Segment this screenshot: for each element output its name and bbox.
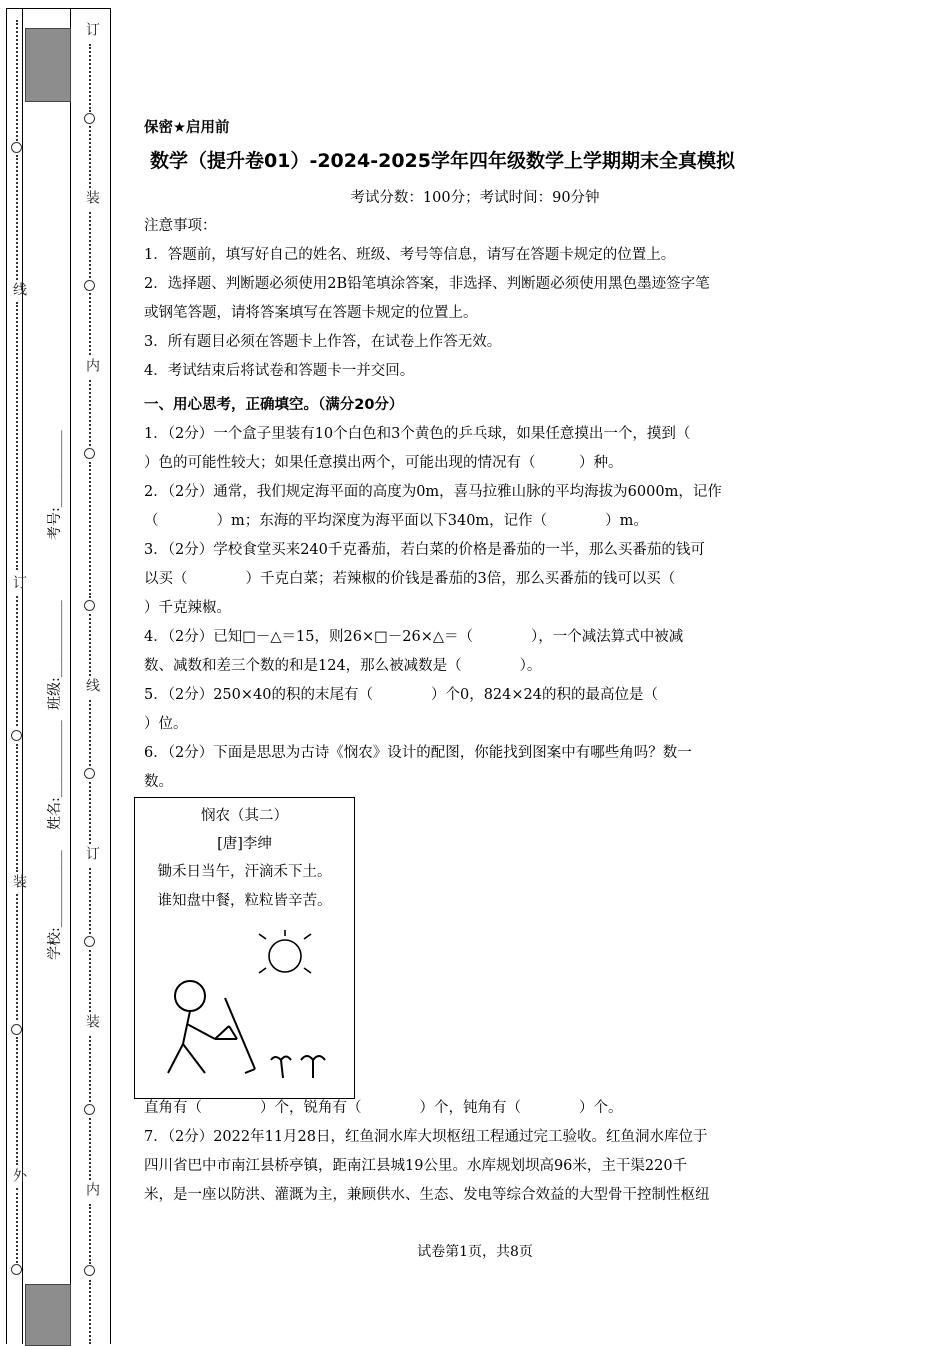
question-line: 1．（2分）一个盒子里装有10个白色和3个黄色的乒乓球，如果任意摸出一个，摸到（	[144, 426, 691, 442]
circle-mark	[84, 768, 95, 779]
section-1-continued	[144, 1094, 809, 1210]
note-item: 2．选择题、判断题必须使用2B铅笔填涂答案，非选择、判断题必须使用黑色墨迹签字笔	[144, 276, 710, 292]
margin-mark-outer: 线	[11, 282, 27, 296]
secret-label: 保密★启用前	[144, 120, 230, 136]
margin-mark-inner: 线	[84, 678, 100, 692]
question-line: 直角有（ ）个，锐角有（ ）个，钝角有（ ）个。	[144, 1100, 623, 1116]
question-line: ）色的可能性较大；如果任意摸出两个，可能出现的情况有（ ）种。	[144, 455, 623, 471]
question-line: 数、减数和差三个数的和是124，那么被减数是（ ）。	[144, 658, 542, 674]
question-line: 5．（2分）250×40的积的末尾有（ ）个0，824×24的积的最高位是（	[144, 687, 658, 703]
field-line[interactable]: ___________	[47, 430, 63, 508]
margin-mark-outer: 装	[11, 874, 27, 888]
dotted-line	[89, 44, 91, 112]
dotted-line	[89, 380, 91, 446]
question-line: 4．（2分）已知□－△＝15，则26×□－26×△＝（ ），一个减法算式中被减	[144, 629, 684, 645]
question-line: （ ）m；东海的平均深度为海平面以下340m，记作（ ）m。	[144, 513, 648, 529]
margin-mark-inner: 装	[84, 1014, 100, 1028]
dotted-line	[89, 293, 91, 355]
dotted-line	[16, 155, 18, 280]
margin-mark-inner: 装	[84, 190, 100, 204]
dotted-line	[16, 894, 18, 1020]
question-line: 2．（2分）通常，我们规定海平面的高度为0m，喜马拉雅山脉的平均海拔为6000m，记作	[144, 484, 722, 500]
margin-mark-inner: 内	[84, 1182, 100, 1196]
margin-top-border	[6, 8, 111, 9]
section-1	[144, 391, 809, 797]
poem-title: 悯农（其二）	[201, 808, 288, 824]
field-exam-number	[44, 430, 64, 540]
note-item: 1．答题前，填写好自己的姓名、班级、考号等信息，请写在答题卡规定的位置上。	[144, 247, 676, 263]
circle-mark	[84, 113, 95, 124]
question-line: 6．（2分）下面是思思为古诗《悯农》设计的配图，你能找到图案中有哪些角吗？数一	[144, 745, 692, 761]
circle-mark	[11, 1024, 22, 1035]
field-line[interactable]: ___________	[47, 720, 63, 798]
field-line[interactable]: ___________	[47, 600, 63, 678]
circle-mark	[11, 142, 22, 153]
dotted-line	[16, 596, 18, 726]
poem-author: [唐]李绅	[217, 836, 272, 852]
exam-info: 考试分数：100分；考试时间：90分钟	[350, 190, 600, 206]
margin-border-left	[6, 8, 7, 1344]
dotted-line	[89, 1036, 91, 1102]
gray-bar-bottom	[25, 1284, 71, 1346]
field-label: 学校:	[47, 927, 63, 960]
question-line: 数。	[144, 774, 173, 790]
farmer-icon	[168, 981, 255, 1073]
circle-mark	[84, 1104, 95, 1115]
note-item: 3．所有题目必须在答题卡上作答，在试卷上作答无效。	[144, 334, 502, 350]
margin-border	[22, 8, 23, 1344]
dotted-line	[16, 302, 18, 570]
page-title: 数学（提升卷01）-2024-2025学年四年级数学上学期期末全真模拟	[150, 150, 735, 172]
dotted-line	[89, 950, 91, 1012]
question-line: 7．（2分）2022年11月28日，红鱼洞水库大坝枢纽工程通过完工验收。红鱼洞水库位于	[144, 1129, 708, 1145]
dotted-line	[89, 868, 91, 934]
margin-mark-outer: 订	[11, 575, 27, 589]
dotted-line	[16, 1037, 18, 1165]
circle-mark	[11, 730, 22, 741]
field-line[interactable]: ___________	[47, 850, 63, 928]
poem-line-2: 谁知盘中餐，粒粒皆辛苦。	[157, 893, 332, 909]
circle-mark	[84, 600, 95, 611]
poem-figure	[134, 797, 355, 1099]
dotted-line	[16, 744, 18, 872]
question-line: 米，是一座以防洪、灌溉为主，兼顾供水、生态、发电等综合效益的大型骨干控制性枢纽	[144, 1187, 710, 1203]
field-label: 姓名:	[47, 797, 63, 830]
circle-mark	[84, 448, 95, 459]
dotted-line	[89, 1118, 91, 1180]
notes-block	[144, 212, 809, 386]
sun-icon	[259, 930, 311, 973]
circle-mark	[84, 936, 95, 947]
question-line: ）位。	[144, 716, 188, 732]
dotted-line	[89, 462, 91, 598]
seedling-icon	[271, 1056, 325, 1078]
dotted-line	[89, 782, 91, 844]
question-line: 以买（ ）千克白菜；若辣椒的价钱是番茄的3倍，那么买番茄的钱可以买（	[144, 571, 676, 587]
page-footer: 试卷第1页，共8页	[417, 1244, 533, 1260]
note-item: 或钢笔答题，请将答案填写在答题卡规定的位置上。	[144, 305, 478, 321]
field-school	[44, 850, 64, 960]
circle-mark	[84, 1265, 95, 1276]
note-item: 4．考试结束后将试卷和答题卡一并交回。	[144, 363, 415, 379]
dotted-line	[89, 212, 91, 278]
dotted-line	[89, 1280, 91, 1344]
margin-mark-inner: 订	[84, 846, 100, 860]
question-line: 3．（2分）学校食堂买来240千克番茄，若白菜的价格是番茄的一半，那么买番茄的钱可	[144, 542, 705, 558]
dotted-line	[89, 614, 91, 676]
margin-border-right	[110, 8, 111, 1344]
poem-line-1: 锄禾日当午，汗滴禾下土。	[157, 864, 332, 880]
field-name	[44, 720, 64, 830]
field-label: 考号:	[47, 507, 63, 540]
section-heading: 一、用心思考，正确填空。（满分20分）	[144, 397, 404, 413]
question-line: 四川省巴中市南江县桥亭镇，距南江县城19公里。水库规划坝高96米，主干渠220千	[144, 1158, 688, 1174]
notes-heading: 注意事项：	[144, 218, 217, 234]
field-class	[44, 600, 64, 710]
margin-mark-outer: 外	[11, 1168, 27, 1182]
gray-bar-top	[25, 28, 71, 102]
circle-mark	[84, 280, 95, 291]
margin-mark-inner: 订	[84, 22, 100, 36]
circle-mark	[11, 1264, 22, 1275]
dotted-line	[16, 20, 18, 145]
dotted-line	[89, 126, 91, 188]
dotted-line	[89, 700, 91, 766]
margin-border	[70, 8, 71, 1344]
margin-mark-inner: 内	[84, 358, 100, 372]
farmer-illustration	[135, 798, 354, 1098]
question-line: ）千克辣椒。	[144, 600, 231, 616]
field-label: 班级:	[47, 677, 63, 710]
